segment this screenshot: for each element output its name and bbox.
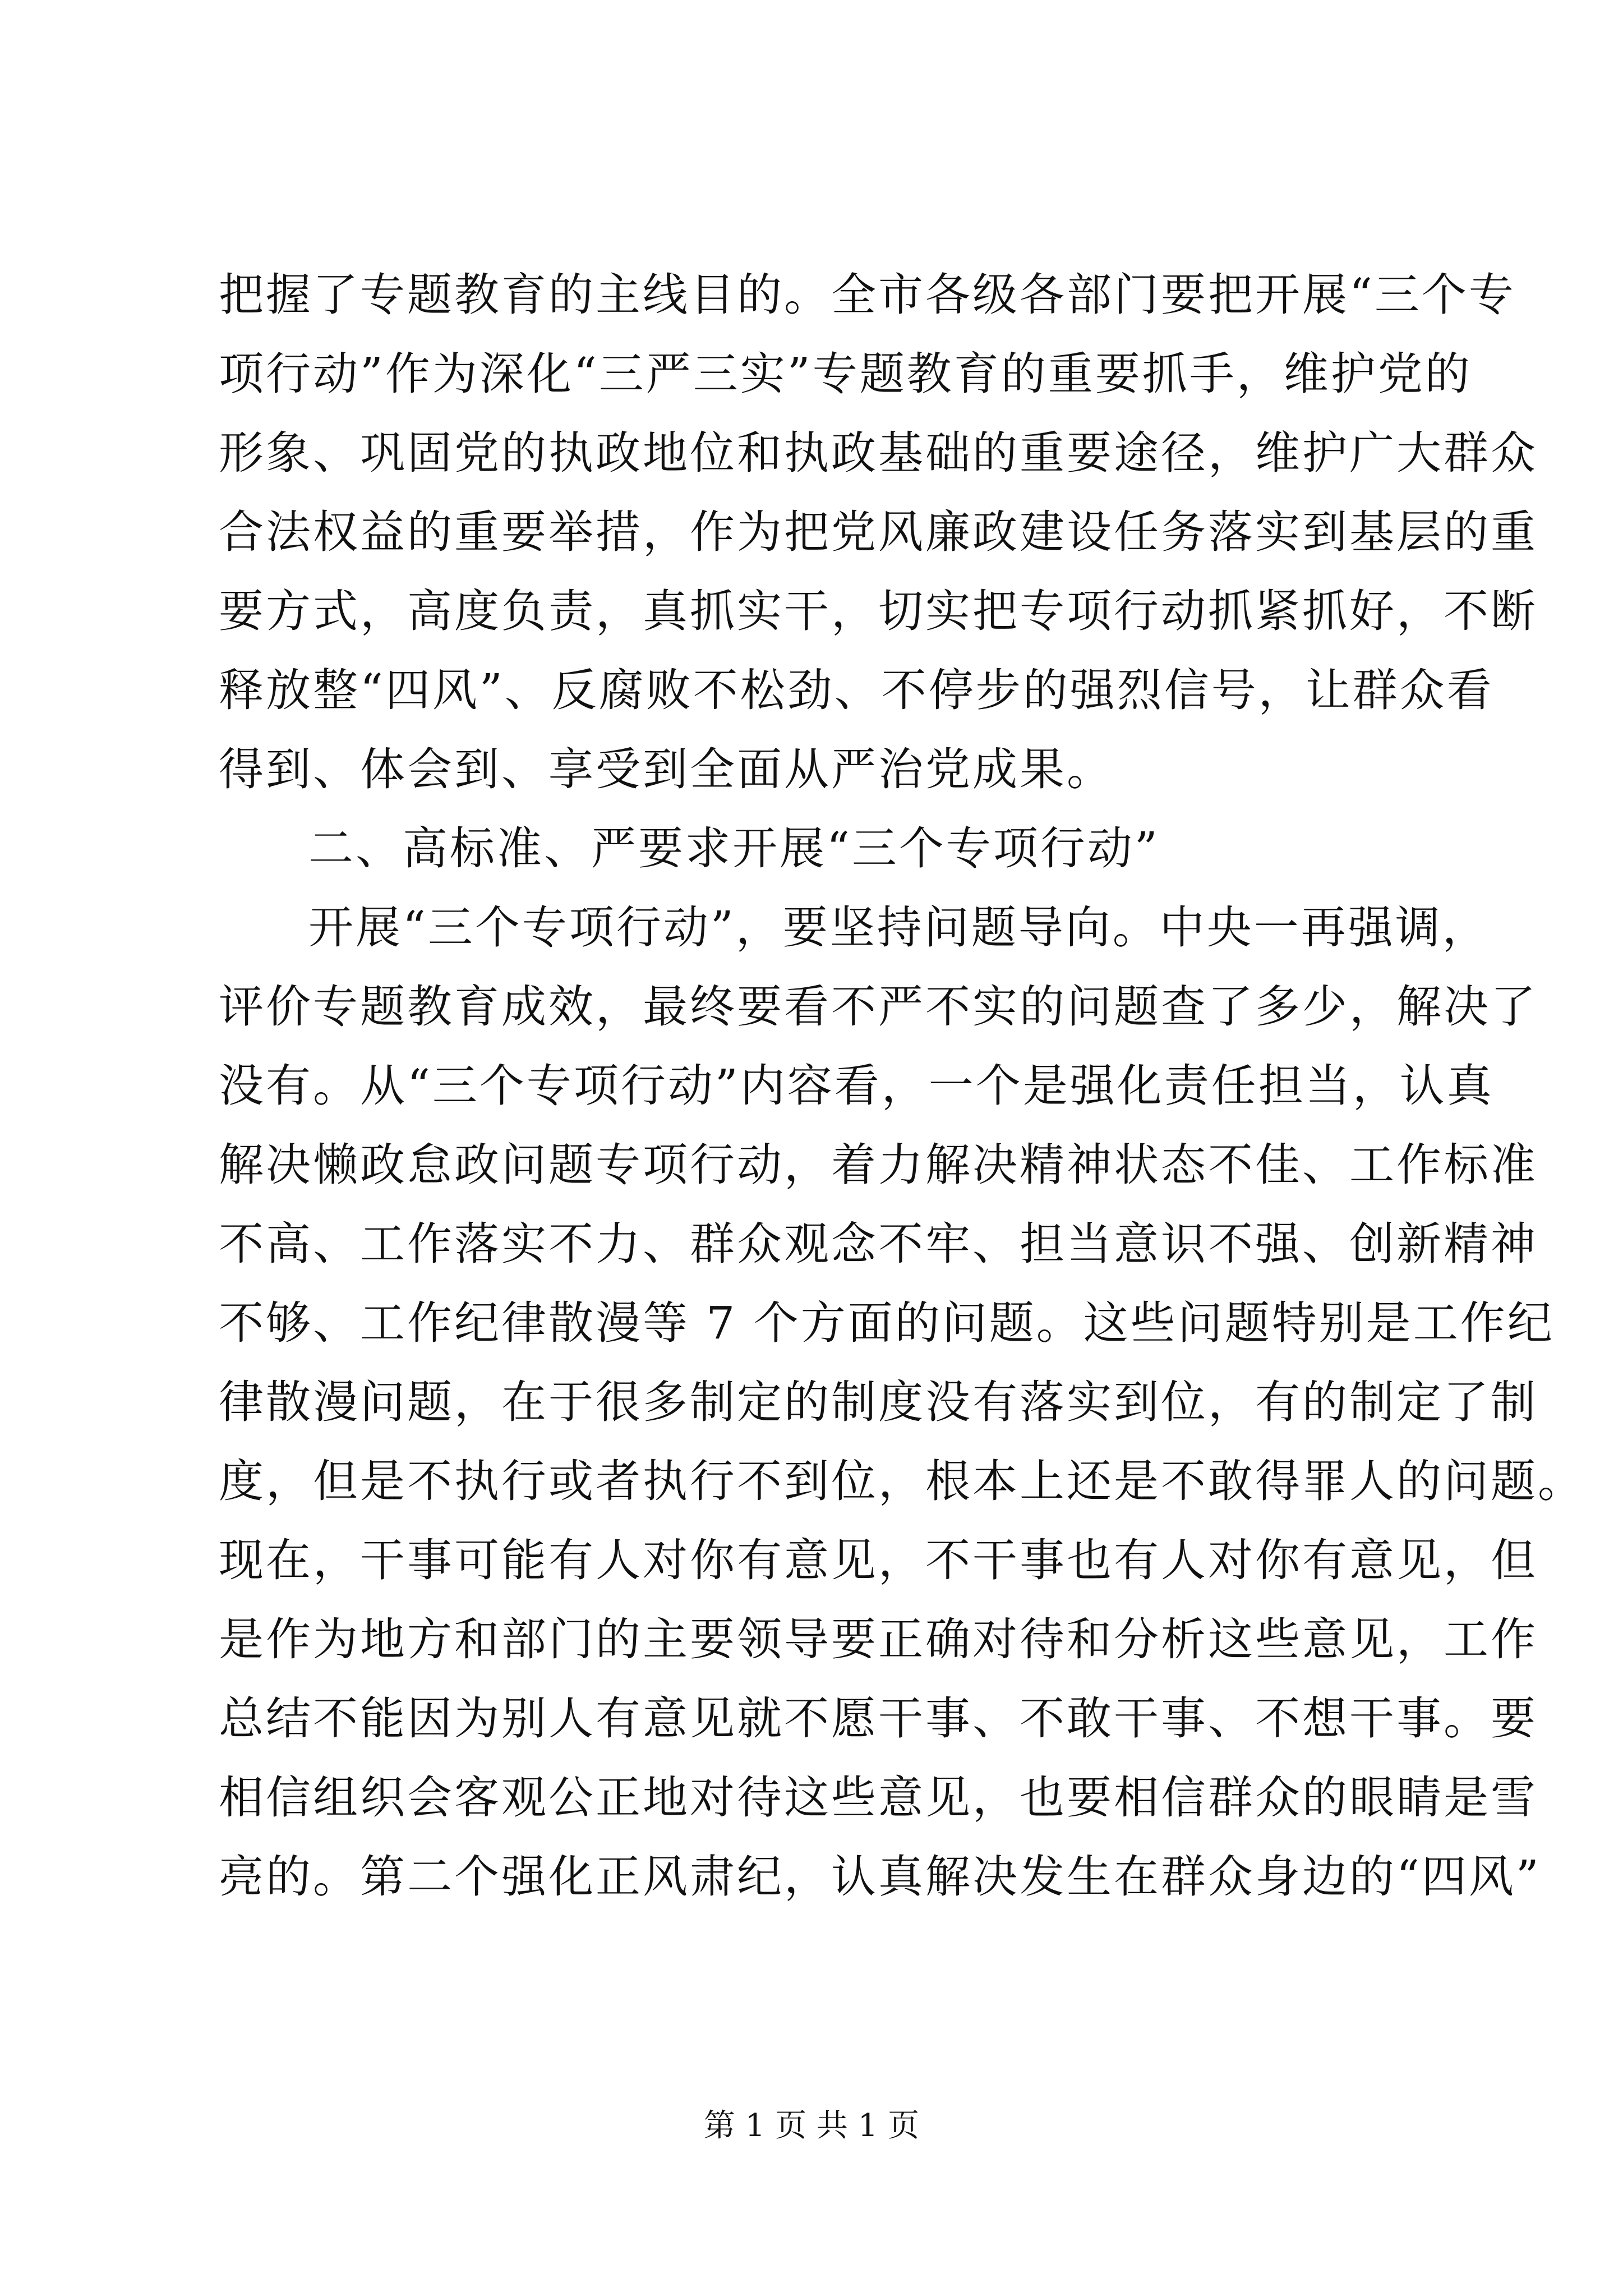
text-line: 项行动”作为深化“三严三实”专题教育的重要抓手，维护党的	[219, 348, 1472, 400]
section-heading: 二、高标准、严要求开展“三个专项行动”	[308, 822, 1160, 875]
text-line: 不够、工作纪律散漫等 7 个方面的问题。这些问题特别是工作纪	[219, 1297, 1555, 1349]
text-line: 形象、巩固党的执政地位和执政基础的重要途径，维护广大群众	[219, 427, 1538, 479]
text-line: 要方式，高度负责，真抓实干，切实把专项行动抓紧抓好，不断	[219, 585, 1538, 637]
text-line: 得到、体会到、享受到全面从严治党成果。	[219, 743, 1114, 795]
text-line: 释放整“四风”、反腐败不松劲、不停步的强烈信号，让群众看	[219, 664, 1494, 716]
text-line: 相信组织会客观公正地对待这些意见，也要相信群众的眼睛是雪	[219, 1772, 1538, 1824]
text-line: 是作为地方和部门的主要领导要正确对待和分析这些意见，工作	[219, 1613, 1538, 1665]
paragraph-start-line: 开展“三个专项行动”，要坚持问题导向。中央一再强调，	[308, 901, 1490, 954]
text-line: 总结不能因为别人有意见就不愿干事、不敢干事、不想干事。要	[219, 1692, 1538, 1745]
text-line: 没有。从“三个专项行动”内容看，一个是强化责任担当，认真	[219, 1060, 1494, 1112]
page-footer: 第 1 页 共 1 页	[703, 2108, 920, 2144]
text-line: 合法权益的重要举措，作为把党风廉政建设任务落实到基层的重	[219, 506, 1538, 558]
text-line: 律散漫问题，在于很多制定的制度没有落实到位，有的制定了制	[219, 1376, 1538, 1428]
text-line: 评价专题教育成效，最终要看不严不实的问题查了多少，解决了	[219, 981, 1538, 1033]
text-line: 解决懒政怠政问题专项行动，着力解决精神状态不佳、工作标准	[219, 1139, 1538, 1191]
body-text	[219, 255, 1585, 1916]
text-line: 把握了专题教育的主线目的。全市各级各部门要把开展“三个专	[219, 269, 1516, 321]
text-line: 不高、工作落实不力、群众观念不牢、担当意识不强、创新精神	[219, 1218, 1538, 1270]
text-line: 现在，干事可能有人对你有意见，不干事也有人对你有意见，但	[219, 1534, 1538, 1586]
text-line: 亮的。第二个强化正风肃纪，认真解决发生在群众身边的“四风”	[219, 1851, 1541, 1903]
text-line: 度，但是不执行或者执行不到位，根本上还是不敢得罪人的问题。	[219, 1455, 1585, 1507]
